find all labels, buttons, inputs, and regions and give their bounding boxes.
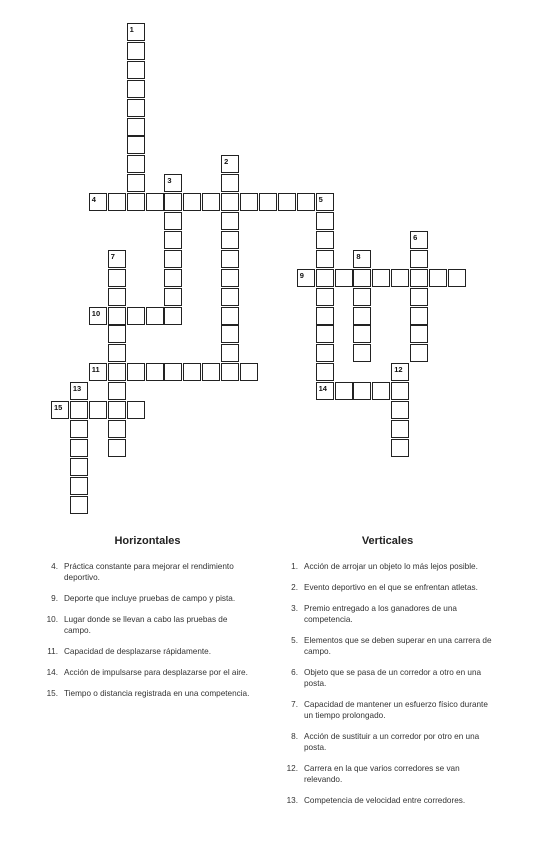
grid-cell[interactable] bbox=[410, 344, 428, 362]
grid-cell[interactable] bbox=[221, 307, 239, 325]
clue-start-number: 15 bbox=[54, 403, 63, 412]
grid-cell[interactable] bbox=[353, 288, 371, 306]
clue-text: Elementos que se deben superar en una carrera de campo. bbox=[304, 636, 492, 656]
grid-cell[interactable] bbox=[164, 269, 182, 287]
grid-cell[interactable] bbox=[221, 193, 239, 211]
clue-text: Capacidad de desplazarse rápidamente. bbox=[64, 647, 212, 656]
grid-cell[interactable] bbox=[429, 269, 447, 287]
grid-cell[interactable] bbox=[127, 42, 145, 60]
grid-cell[interactable] bbox=[297, 193, 315, 211]
grid-cell[interactable] bbox=[70, 401, 88, 419]
grid-cell[interactable] bbox=[146, 363, 164, 381]
vertical-clue bbox=[280, 667, 495, 689]
grid-cell[interactable] bbox=[353, 325, 371, 343]
grid-cell[interactable] bbox=[127, 99, 145, 117]
grid-cell[interactable] bbox=[391, 382, 409, 400]
clue-start-number: 8 bbox=[356, 251, 361, 261]
grid-cell[interactable] bbox=[353, 344, 371, 362]
clue-start-number: 10 bbox=[91, 308, 101, 318]
clue-text: Competencia de velocidad entre corredores. bbox=[304, 796, 466, 805]
grid-cell[interactable] bbox=[146, 307, 164, 325]
grid-cell[interactable] bbox=[410, 307, 428, 325]
clue-number: 10. bbox=[46, 615, 58, 624]
grid-cell[interactable] bbox=[127, 136, 145, 154]
grid-cell[interactable] bbox=[164, 250, 182, 268]
grid-cell[interactable] bbox=[221, 363, 239, 381]
grid-cell[interactable] bbox=[183, 363, 201, 381]
grid-cell[interactable] bbox=[108, 401, 126, 419]
grid-cell[interactable] bbox=[108, 325, 126, 343]
clue-start-number: 4 bbox=[91, 195, 96, 205]
grid-cell[interactable] bbox=[372, 382, 390, 400]
grid-cell[interactable] bbox=[391, 401, 409, 419]
grid-cell[interactable] bbox=[391, 420, 409, 438]
clue-text: Objeto que se pasa de un corredor a otro en una posta. bbox=[304, 668, 482, 688]
grid-cell[interactable] bbox=[316, 212, 334, 230]
grid-cell[interactable] bbox=[108, 288, 126, 306]
grid-cell[interactable] bbox=[127, 193, 145, 211]
clue-start-number: 2 bbox=[224, 157, 229, 167]
vertical-clue bbox=[280, 582, 495, 593]
grid-cell[interactable] bbox=[353, 382, 371, 400]
clue-text: Acción de impulsarse para desplazarse por el aire. bbox=[64, 668, 248, 677]
clue-number: 13. bbox=[286, 796, 298, 805]
clue-number: 6. bbox=[291, 668, 298, 677]
grid-cell[interactable] bbox=[89, 401, 107, 419]
clue-number: 3. bbox=[291, 604, 298, 613]
vertical-clue bbox=[280, 795, 495, 806]
vertical-clue bbox=[280, 763, 495, 785]
grid-cell[interactable] bbox=[448, 269, 466, 287]
grid-cell[interactable] bbox=[221, 325, 239, 343]
grid-cell[interactable] bbox=[316, 344, 334, 362]
clue-number: 8. bbox=[291, 732, 298, 741]
clue-text: Deporte que incluye pruebas de campo y pista. bbox=[64, 594, 236, 603]
clue-start-number: 13 bbox=[72, 384, 82, 394]
grid-cell[interactable] bbox=[221, 212, 239, 230]
horizontal-clues bbox=[40, 535, 255, 709]
grid-cell[interactable] bbox=[353, 307, 371, 325]
clue-number: 2. bbox=[291, 583, 298, 592]
grid-cell[interactable] bbox=[316, 288, 334, 306]
grid-cell[interactable] bbox=[259, 193, 277, 211]
grid-cell[interactable] bbox=[410, 325, 428, 343]
clue-start-number: 1 bbox=[129, 25, 134, 34]
vertical-heading: Verticales bbox=[361, 535, 414, 547]
grid-cell[interactable] bbox=[372, 269, 390, 287]
horizontal-clue bbox=[40, 593, 255, 604]
grid-cell[interactable] bbox=[316, 250, 334, 268]
horizontal-clue bbox=[40, 667, 255, 678]
clue-start-number: 14 bbox=[318, 384, 327, 394]
grid-cell[interactable] bbox=[391, 439, 409, 457]
clue-start-number: 7 bbox=[110, 251, 115, 261]
grid-cell[interactable] bbox=[108, 363, 126, 381]
clue-start-number: 9 bbox=[299, 270, 304, 280]
vertical-clue bbox=[280, 561, 495, 572]
grid-cell[interactable] bbox=[108, 439, 126, 457]
clue-number: 4. bbox=[51, 562, 58, 571]
grid-cell[interactable] bbox=[202, 193, 220, 211]
grid-cell[interactable] bbox=[221, 288, 239, 306]
grid-cell[interactable] bbox=[127, 61, 145, 79]
clue-text: Práctica constante para mejorar el rendimiento deportivo. bbox=[64, 562, 234, 582]
vertical-clue bbox=[280, 635, 495, 657]
clue-number: 12. bbox=[286, 764, 298, 773]
grid-cell[interactable] bbox=[127, 363, 145, 381]
vertical-clue bbox=[280, 731, 495, 753]
clue-text: Evento deportivo en el que se enfrentan atletas. bbox=[304, 583, 478, 592]
grid-cell[interactable] bbox=[316, 269, 334, 287]
clue-text: Lugar donde se llevan a cabo las pruebas de campo. bbox=[64, 615, 228, 635]
clue-start-number: 3 bbox=[167, 176, 172, 186]
grid-cell[interactable] bbox=[127, 307, 145, 325]
grid-cell[interactable] bbox=[410, 250, 428, 268]
grid-cell[interactable] bbox=[164, 307, 182, 325]
grid-cell[interactable] bbox=[221, 174, 239, 192]
horizontal-clue bbox=[40, 688, 255, 699]
grid-cell[interactable] bbox=[108, 193, 126, 211]
grid-cell[interactable] bbox=[127, 80, 145, 98]
grid-cell[interactable] bbox=[335, 382, 353, 400]
vertical-clues bbox=[280, 535, 495, 816]
grid-cell[interactable] bbox=[70, 496, 88, 514]
clue-text: Premio entregado a los ganadores de una competencia. bbox=[304, 604, 457, 624]
grid-cell[interactable] bbox=[202, 363, 220, 381]
clue-text: Capacidad de mantener un esfuerzo físico durante un tiempo prolongado. bbox=[304, 700, 488, 720]
clue-text: Carrera en la que varios corredores se van relevando. bbox=[304, 764, 460, 784]
grid-cell[interactable] bbox=[70, 420, 88, 438]
grid-cell[interactable] bbox=[108, 307, 126, 325]
horizontal-clue bbox=[40, 561, 255, 583]
grid-cell[interactable] bbox=[316, 363, 334, 381]
clue-start-number: 6 bbox=[413, 232, 418, 242]
grid-cell[interactable] bbox=[353, 269, 371, 287]
clue-number: 15. bbox=[46, 689, 58, 698]
grid-cell[interactable] bbox=[108, 344, 126, 362]
horizontal-clue bbox=[40, 614, 255, 636]
grid-cell[interactable] bbox=[127, 118, 145, 136]
grid-cell[interactable] bbox=[127, 155, 145, 173]
vertical-clue bbox=[280, 699, 495, 721]
horizontal-heading: Horizontales bbox=[114, 535, 181, 547]
clue-text: Tiempo o distancia registrada en una competencia. bbox=[64, 689, 250, 698]
grid-cell[interactable] bbox=[221, 344, 239, 362]
clue-start-number: 12 bbox=[394, 365, 403, 375]
clue-text: Acción de sustituir a un corredor por otro en una posta. bbox=[304, 732, 480, 752]
grid-cell[interactable] bbox=[108, 269, 126, 287]
grid-cell[interactable] bbox=[127, 401, 145, 419]
grid-cell[interactable] bbox=[240, 193, 258, 211]
clue-start-number: 11 bbox=[91, 365, 100, 375]
clue-number: 5. bbox=[291, 636, 298, 645]
grid-cell[interactable] bbox=[70, 477, 88, 495]
clue-text: Acción de arrojar un objeto lo más lejos posible. bbox=[304, 562, 478, 571]
clue-number: 1. bbox=[291, 562, 298, 571]
grid-cell[interactable] bbox=[70, 458, 88, 476]
grid-cell[interactable] bbox=[240, 363, 258, 381]
grid-cell[interactable] bbox=[221, 231, 239, 249]
grid-cell[interactable] bbox=[221, 250, 239, 268]
grid-cell[interactable] bbox=[164, 288, 182, 306]
grid-cell[interactable] bbox=[391, 269, 409, 287]
horizontal-clue bbox=[40, 646, 255, 657]
grid-cell[interactable] bbox=[164, 363, 182, 381]
grid-cell[interactable] bbox=[164, 193, 182, 211]
grid-cell[interactable] bbox=[108, 420, 126, 438]
grid-cell[interactable] bbox=[183, 193, 201, 211]
grid-cell[interactable] bbox=[335, 269, 353, 287]
grid-cell[interactable] bbox=[410, 269, 428, 287]
grid-cell[interactable] bbox=[316, 231, 334, 249]
grid-cell[interactable] bbox=[278, 193, 296, 211]
clue-number: 14. bbox=[46, 668, 58, 677]
vertical-clue bbox=[280, 603, 495, 625]
clue-start-number: 5 bbox=[318, 195, 323, 205]
clue-number: 9. bbox=[51, 594, 58, 603]
grid-cell[interactable] bbox=[221, 269, 239, 287]
grid-cell[interactable] bbox=[127, 174, 145, 192]
grid-cell[interactable] bbox=[164, 212, 182, 230]
grid-cell[interactable] bbox=[164, 231, 182, 249]
grid-cell[interactable] bbox=[108, 382, 126, 400]
clue-number: 11. bbox=[47, 647, 58, 656]
grid-cell[interactable] bbox=[410, 288, 428, 306]
grid-cell[interactable] bbox=[316, 325, 334, 343]
grid-cell[interactable] bbox=[70, 439, 88, 457]
grid-cell[interactable] bbox=[316, 307, 334, 325]
clue-number: 7. bbox=[291, 700, 298, 709]
grid-cell[interactable] bbox=[146, 193, 164, 211]
